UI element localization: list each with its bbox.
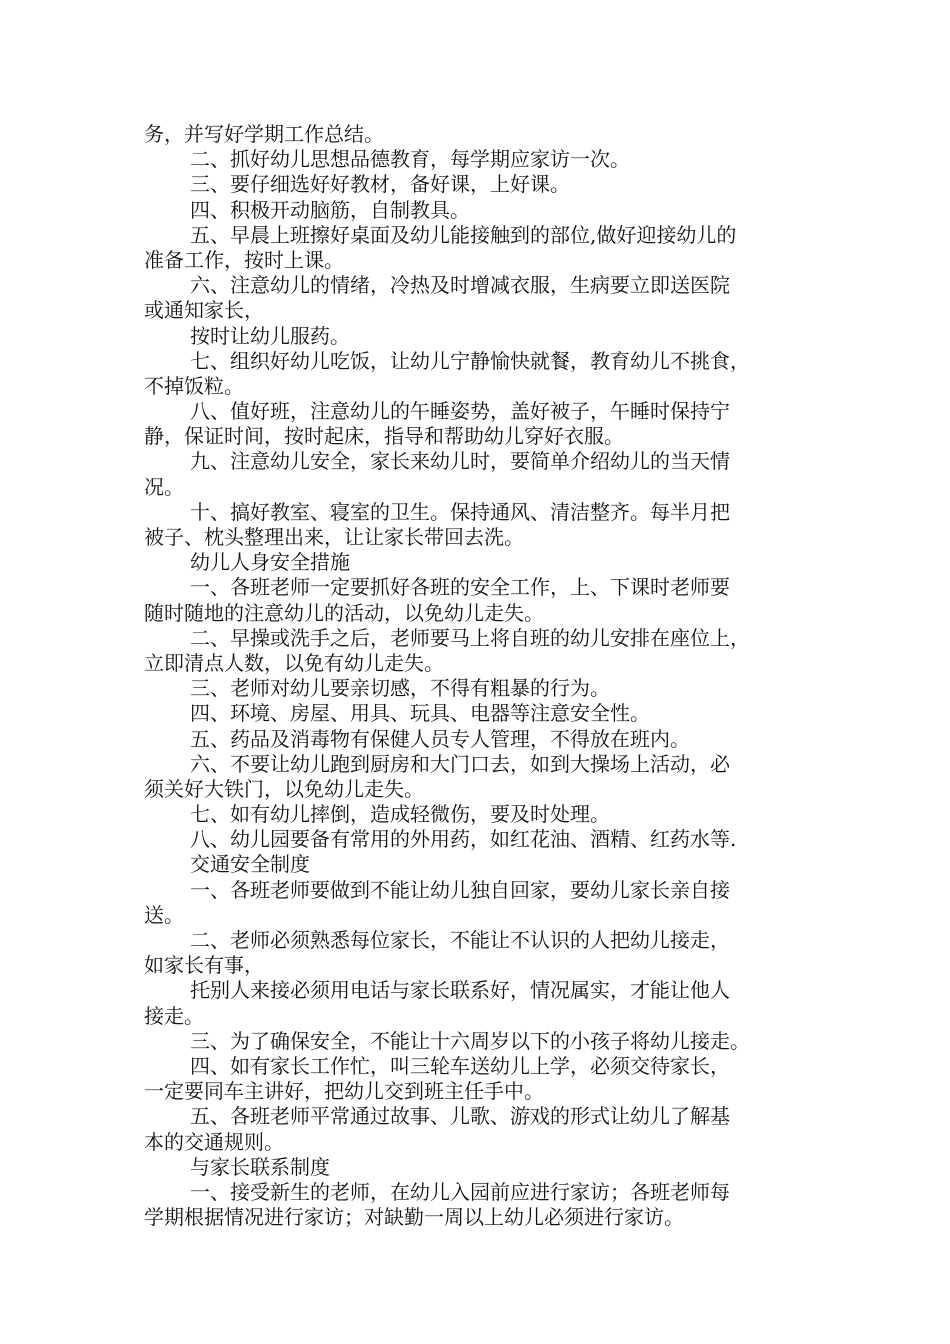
text-line: 送。 <box>144 902 184 927</box>
text-line: 二、早操或洗手之后，老师要马上将自班的幼儿安排在座位上， <box>190 625 750 650</box>
text-line: 五、药品及消毒物有保健人员专人管理，不得放在班内。 <box>190 726 690 751</box>
text-line: 四、积极开动脑筋，自制教具。 <box>190 197 470 222</box>
document-body <box>144 122 810 1230</box>
text-line: 准备工作，按时上课。 <box>144 247 344 272</box>
text-line: 三、老师对幼儿要亲切感，不得有粗暴的行为。 <box>190 676 610 701</box>
text-line: 按时让幼儿服药。 <box>190 323 350 348</box>
text-line: 八、幼儿园要备有常用的外用药，如红花油、酒精、红药水等. <box>190 827 737 852</box>
text-line: 一、各班老师要做到不能让幼儿独自回家，要幼儿家长亲自接 <box>190 877 730 902</box>
text-line: 不掉饭粒。 <box>144 373 244 398</box>
text-line: 三、要仔细选好好教材，备好课，上好课。 <box>190 172 570 197</box>
text-line: 本的交通规则。 <box>144 1129 284 1154</box>
text-line: 静，保证时间，按时起床，指导和帮助幼儿穿好衣服。 <box>144 424 624 449</box>
text-line: 五、各班老师平常通过故事、儿歌、游戏的形式让幼儿了解基 <box>190 1104 730 1129</box>
text-line: 况。 <box>144 474 184 499</box>
text-line: 二、老师必须熟悉每位家长，不能让不认识的人把幼儿接走， <box>190 928 730 952</box>
text-line: 立即清点人数，以免有幼儿走失。 <box>144 650 444 675</box>
text-line: 四、环境、房屋、用具、玩具、电器等注意安全性。 <box>190 701 650 726</box>
text-line: 须关好大铁门，以免幼儿走失。 <box>144 776 424 801</box>
text-line: 或通知家长， <box>144 298 264 323</box>
text-line: 三、为了确保安全，不能让十六周岁以下的小孩子将幼儿接走。 <box>190 1028 750 1053</box>
text-line: 被子、枕头整理出来，让让家长带回去洗。 <box>144 525 524 549</box>
text-line: 一、接受新生的老师，在幼儿入园前应进行家访；各班老师每 <box>190 1179 730 1204</box>
text-line: 五、早晨上班擦好桌面及幼儿能接触到的部位,做好迎接幼儿的 <box>190 222 737 247</box>
text-line: 与家长联系制度 <box>190 1154 330 1179</box>
text-line: 交通安全制度 <box>190 852 310 877</box>
text-line: 务，并写好学期工作总结。 <box>144 122 384 146</box>
text-line: 八、值好班，注意幼儿的午睡姿势，盖好被子，午睡时保持宁 <box>190 399 730 424</box>
text-line: 七、如有幼儿摔倒，造成轻微伤，要及时处理。 <box>190 802 610 827</box>
text-line: 十、搞好教室、寝室的卫生。保持通风、清洁整齐。每半月把 <box>190 499 730 524</box>
text-line: 托别人来接必须用电话与家长联系好，情况属实，才能让他人 <box>190 978 730 1003</box>
text-line: 一定要同车主讲好，把幼儿交到班主任手中。 <box>144 1079 544 1104</box>
text-line: 一、各班老师一定要抓好各班的安全工作，上、下课时老师要 <box>190 575 730 600</box>
text-line: 六、不要让幼儿跑到厨房和大门口去，如到大操场上活动，必 <box>190 751 730 776</box>
text-line: 随时随地的注意幼儿的活动，以免幼儿走失。 <box>144 600 544 625</box>
text-line: 六、注意幼儿的情绪，冷热及时增减衣服，生病要立即送医院 <box>190 273 730 298</box>
text-line: 九、注意幼儿安全，家长来幼儿时，要简单介绍幼儿的当天情 <box>190 449 730 474</box>
text-line: 四、如有家长工作忙，叫三轮车送幼儿上学，必须交待家长， <box>190 1053 730 1078</box>
text-line: 幼儿人身安全措施 <box>190 550 350 575</box>
text-line: 学期根据情况进行家访；对缺勤一周以上幼儿必须进行家访。 <box>144 1205 684 1230</box>
text-line: 二、抓好幼儿思想品德教育，每学期应家访一次。 <box>190 147 630 172</box>
text-line: 接走。 <box>144 1003 204 1028</box>
text-line: 七、组织好幼儿吃饭，让幼儿宁静愉快就餐，教育幼儿不挑食， <box>190 348 750 373</box>
text-line: 如家长有事， <box>144 953 264 978</box>
